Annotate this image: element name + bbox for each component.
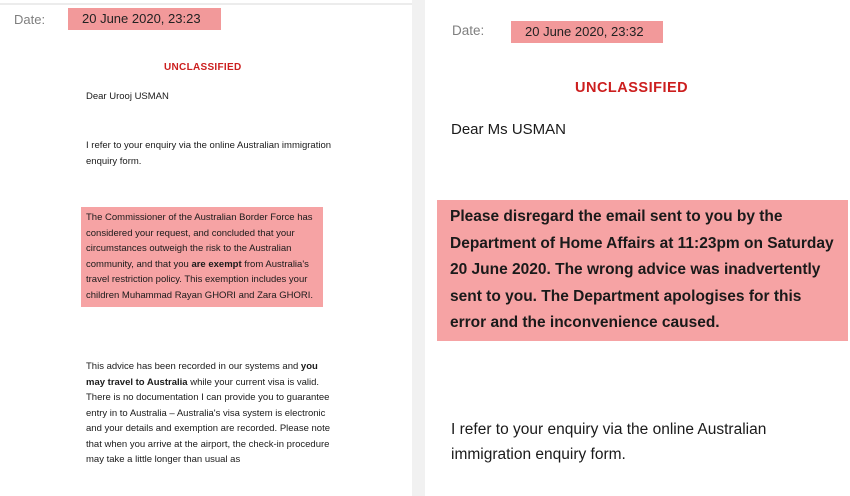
paragraph-exemption bbox=[81, 207, 323, 307]
left-email-panel bbox=[0, 0, 412, 496]
date-value: 20 June 2020, 23:32 bbox=[511, 21, 663, 43]
classification-label: UNCLASSIFIED bbox=[575, 80, 689, 96]
date-value: 20 June 2020, 23:23 bbox=[68, 8, 221, 30]
date-label: Date: bbox=[14, 12, 46, 27]
right-email-panel bbox=[425, 0, 850, 496]
paragraph-travel-text-b: while your current visa is valid. There is no documentation I can provide you to guarantee entry in to Australia – Australia's visa system is electronic and your details and exemption are recorded. Please note that when you arrive at the airport, the check-in procedure may take a little longer than usual as bbox=[86, 376, 330, 465]
panel-separator bbox=[412, 0, 425, 496]
paragraph-retraction: Please disregard the email sent to you by the Department of Home Affairs at 11:23pm on Saturday 20 June 2020. The wrong advice was inadvertently sent to you. The Department apologises for this error and the inconvenience caused. bbox=[437, 200, 848, 341]
paragraph-travel-advice bbox=[86, 359, 331, 468]
paragraph-exemption-text-b: from Australia's travel restriction policy. This exemption includes your children Muhammad Rayan GHORI and Zara GHORI. bbox=[86, 258, 314, 301]
greeting: Dear Urooj USMAN bbox=[86, 91, 169, 102]
paragraph-exemption-bold: are exempt bbox=[191, 258, 242, 270]
paragraph-travel-bold: you may travel to Australia bbox=[86, 361, 318, 388]
classification-label: UNCLASSIFIED bbox=[164, 62, 242, 73]
paragraph-exemption-text-a: The Commissioner of the Australian Border Force has considered your request, and concluded that your circumstances outweigh the risk to the Australian community, and that you bbox=[86, 212, 313, 270]
paragraph-travel-text-a: This advice has been recorded in our systems and bbox=[86, 361, 301, 372]
paragraph-enquiry: I refer to your enquiry via the online Australian immigration enquiry form. bbox=[86, 140, 332, 167]
paragraph-enquiry: I refer to your enquiry via the online Australian immigration enquiry form. bbox=[451, 421, 767, 463]
greeting: Dear Ms USMAN bbox=[451, 121, 567, 138]
top-divider bbox=[0, 3, 412, 5]
date-label: Date: bbox=[452, 23, 485, 38]
